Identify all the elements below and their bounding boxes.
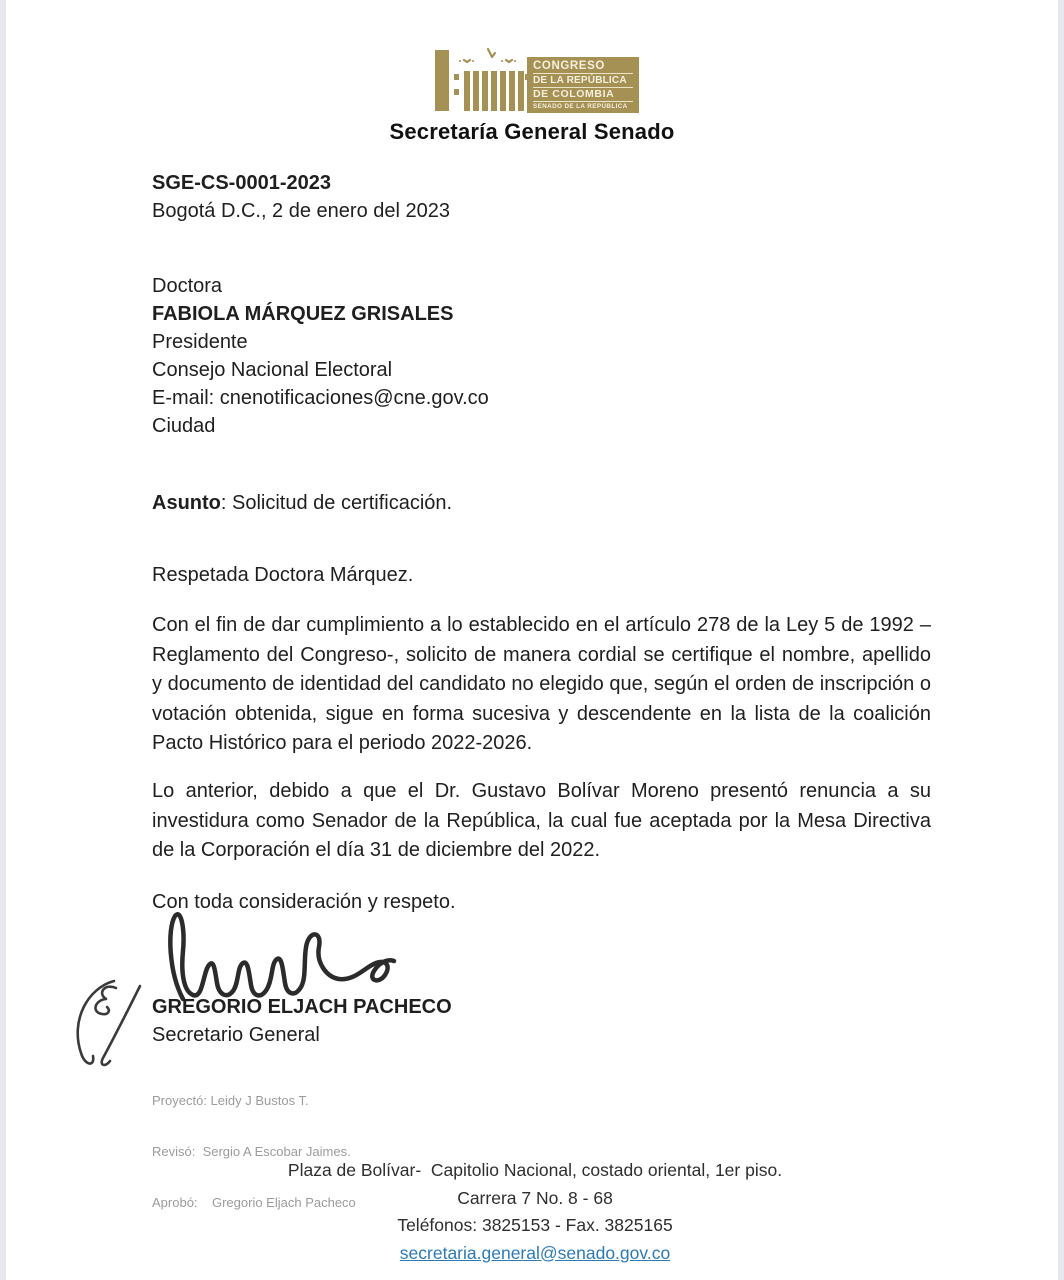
logo-line-senado: SENADO DE LA REPÚBLICA [533, 102, 628, 110]
footer-email-link[interactable]: secretaria.general@senado.gov.co [399, 1242, 671, 1263]
footer-phones: Teléfonos: 3825153 - Fax. 3825165 [397, 1215, 673, 1235]
logo-line-colombia: DE COLOMBIA [533, 88, 633, 102]
recipient-role: Presidente [152, 331, 248, 353]
subject-label: Asunto [152, 492, 221, 514]
signer-title: Secretario General [152, 1024, 320, 1046]
signer-name: GREGORIO ELJACH PACHECO [152, 996, 452, 1018]
birds-icon [459, 49, 516, 62]
greeting-line: Respetada Doctora Márquez. [152, 564, 414, 586]
subject-line [152, 489, 452, 517]
logo-line-republica: DE LA REPÚBLICA [533, 75, 633, 88]
capitol-columns-icon [433, 47, 527, 113]
recipient-salutation: Doctora [152, 275, 223, 297]
document-title: Secretaría General Senado [389, 119, 675, 144]
trace-aprobo: Aprobó: Gregorio Eljach Pacheco [152, 1195, 356, 1210]
page-right-edge [1058, 0, 1064, 1280]
recipient-name: FABIOLA MÁRQUEZ GRISALES [152, 303, 454, 325]
trace-reviso: Revisó: Sergio A Escobar Jaimes. [152, 1144, 351, 1159]
recipient-email: E-mail: cnenotificaciones@cne.gov.co [152, 387, 489, 409]
body-paragraph-1: Con el fin de dar cumplimiento a lo establecido en el artículo 278 de la Ley 5 de 1992 –Reglamento del Congreso-, solicito de manera cordial se certifique el nombre, apellido y documento de identidad del candidato no elegido que, según el orden de inscripción o votación obtenida, sigue en forma sucesiva y descendente en la lista de la coalición Pacto Histórico para el periodo 2022-2026. [152, 614, 931, 755]
closing-line: Con toda consideración y respeto. [152, 891, 456, 913]
footer-block [6, 1157, 1064, 1267]
recipient-block [152, 272, 489, 440]
trace-proyecto: Proyectó: Leidy J Bustos T. [152, 1093, 309, 1108]
senado-logo [433, 47, 639, 113]
recipient-organization: Consejo Nacional Electoral [152, 359, 393, 381]
date-line: Bogotá D.C., 2 de enero del 2023 [152, 200, 450, 222]
signature-initials [52, 968, 147, 1073]
body-paragraph-2: Lo anterior, debido a que el Dr. Gustavo Bolívar Moreno presentó renuncia a su investidura como Senador de la República, la cual fue aceptada por la Mesa Directiva de la Corporación el día 31 de diciembre del 2022. [152, 780, 931, 862]
reference-number: SGE-CS-0001-2023 [152, 172, 331, 194]
subject-text: : Solicitud de certificación. [220, 492, 453, 514]
footer-address-line2: Carrera 7 No. 8 - 68 [457, 1187, 613, 1208]
footer-address-line1: Plaza de Bolívar- Capitolio Nacional, costado oriental, 1er piso. [287, 1160, 783, 1180]
signature [155, 903, 395, 1003]
logo-line-congreso: CONGRESO [533, 60, 633, 74]
recipient-city: Ciudad [152, 415, 216, 437]
congreso-wordmark [527, 57, 639, 113]
page-left-edge [0, 0, 6, 1280]
